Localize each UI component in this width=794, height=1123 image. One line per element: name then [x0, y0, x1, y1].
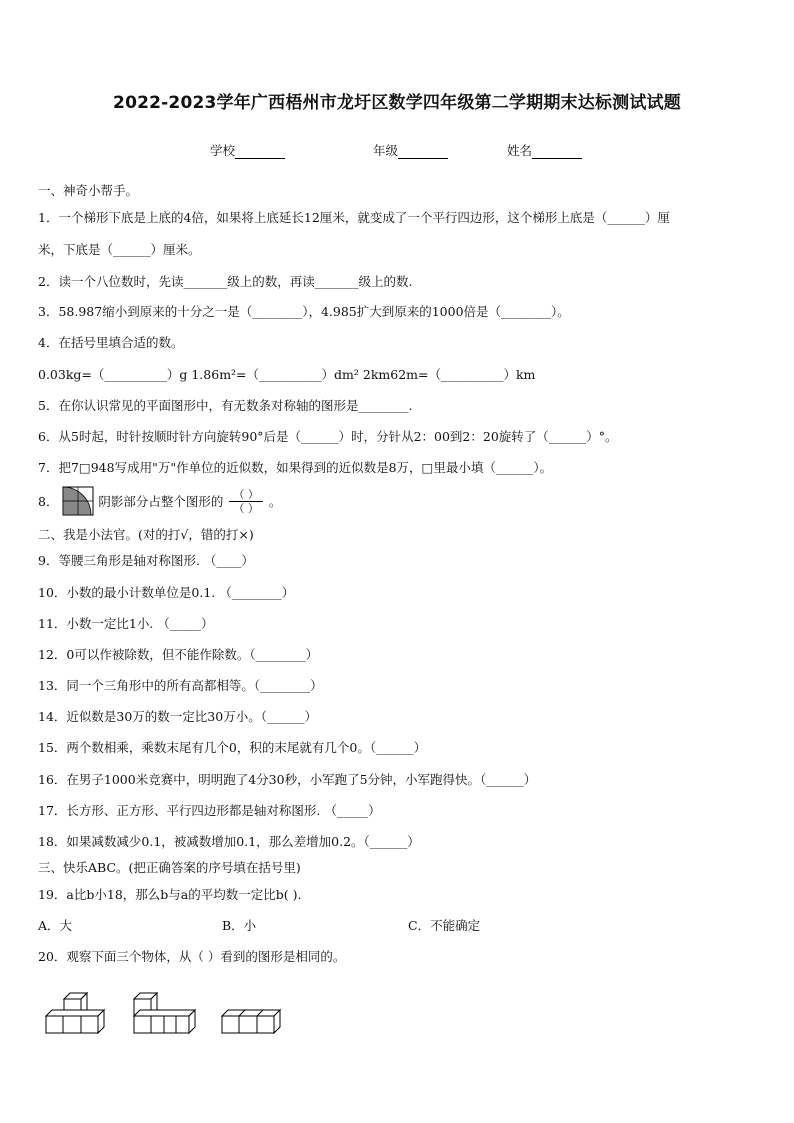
question-6: 6．从5时起，时针按顺时针方向旋转90°后是（______）时，分针从2：00到2：20旋转了（______）°。	[38, 429, 618, 444]
question-1b: 米，下底是（______）厘米。	[38, 242, 201, 257]
question-20: 20．观察下面三个物体，从（ ）看到的图形是相同的。	[38, 949, 346, 964]
question-16: 16．在男子1000米竞赛中，明明跑了4分30秒，小军跑了5分钟，小军跑得快。（______）	[38, 772, 537, 787]
name-blank	[532, 145, 582, 159]
fraction-numerator: （ ）	[229, 488, 263, 502]
name-label: 姓名	[507, 143, 533, 158]
fraction-denominator: （ ）	[233, 501, 259, 515]
section-heading-3: 三、快乐ABC。(把正确答案的序号填在括号里)	[38, 860, 301, 875]
school-field	[210, 141, 285, 159]
cube-stack-figure-1	[44, 990, 110, 1038]
question-8-number: 8．	[38, 494, 59, 509]
question-19: 19．a比b小18，那么b与a的平均数一定比b( ).	[38, 887, 302, 902]
question-7: 7．把7□948写成用"万"作单位的近似数，如果得到的近似数是8万，□里最小填（______）。	[38, 460, 553, 475]
question-2: 2．读一个八位数时，先读_______级上的数，再读_______级上的数.	[38, 274, 413, 289]
question-8-text: 阴影部分占整个图形的	[98, 494, 224, 509]
school-label: 学校	[210, 143, 236, 158]
section-heading-1: 一、神奇小帮手。	[38, 183, 139, 198]
option-b: B．小	[222, 918, 257, 933]
name-field	[507, 141, 582, 159]
quarter-circle-shaded-figure	[62, 486, 94, 516]
option-a: A．大	[38, 918, 73, 933]
cube-stack-figure-2	[130, 990, 200, 1038]
grade-label: 年级	[373, 143, 399, 158]
question-1a: 1．一个梯形下底是上底的4倍，如果将上底延长12厘米，就变成了一个平行四边形，这个梯形上底是（______）厘	[38, 210, 670, 225]
question-10: 10．小数的最小计数单位是0.1. （________）	[38, 585, 295, 600]
question-12: 12．0可以作被除数，但不能作除数。（________）	[38, 647, 319, 662]
question-4: 4．在括号里填合适的数。	[38, 335, 184, 350]
question-3: 3．58.987缩小到原来的十分之一是（________），4.985扩大到原来的1000倍是（________）。	[38, 304, 570, 319]
question-18: 18．如果减数减少0.1，被减数增加0.1，那么差增加0.2。（______）	[38, 834, 420, 849]
grade-field	[373, 141, 448, 159]
section-heading-2: 二、我是小法官。(对的打√，错的打×)	[38, 527, 254, 542]
school-blank	[235, 145, 285, 159]
question-17: 17．长方形、正方形、平行四边形都是轴对称图形. （_____）	[38, 803, 381, 818]
option-c: C．不能确定	[408, 918, 481, 933]
question-4-items: 0.03kg=（__________）g 1.86m²=（__________）dm² 2km62m=（__________）km	[38, 367, 536, 382]
grade-blank	[398, 145, 448, 159]
question-8-end: 。	[268, 494, 282, 509]
question-11: 11．小数一定比1小. （_____）	[38, 616, 214, 631]
question-9: 9．等腰三角形是轴对称图形. （____）	[38, 553, 254, 568]
question-14: 14．近似数是30万的数一定比30万小。（______）	[38, 709, 317, 724]
question-15: 15．两个数相乘，乘数末尾有几个0，积的末尾就有几个0。（______）	[38, 740, 427, 755]
cube-row-figure-3	[218, 1006, 284, 1038]
answer-fraction	[229, 488, 263, 515]
page-title: 2022-2023学年广西梧州市龙圩区数学四年级第二学期期末达标测试试题	[113, 93, 681, 113]
question-8	[38, 486, 764, 520]
question-5: 5．在你认识常见的平面图形中，有无数条对称轴的图形是________.	[38, 398, 413, 413]
question-13: 13．同一个三角形中的所有高都相等。（________）	[38, 678, 323, 693]
